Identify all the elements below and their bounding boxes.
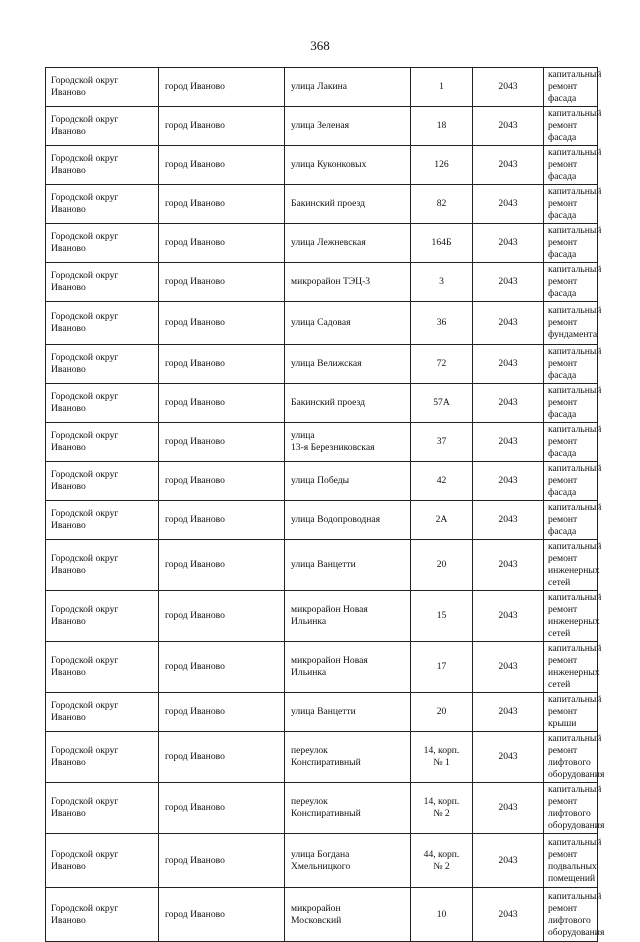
street-cell: микрорайон Новая Ильинка (285, 642, 411, 693)
municipality-cell: Городской округ Иваново (46, 263, 159, 302)
house-number-cell: 20 (411, 693, 473, 732)
house-number-cell: 42 (411, 462, 473, 501)
settlement-cell: город Иваново (159, 642, 285, 693)
settlement-cell: город Иваново (159, 501, 285, 540)
work-type-cell: капитальный ремонт фасада (544, 423, 598, 462)
house-number-cell: 2А (411, 501, 473, 540)
year-cell: 2043 (473, 345, 544, 384)
settlement-cell: город Иваново (159, 263, 285, 302)
municipality-cell: Городской округ Иваново (46, 783, 159, 834)
year-cell: 2043 (473, 834, 544, 888)
street-cell: микрорайон Новая Ильинка (285, 591, 411, 642)
municipality-cell: Городской округ Иваново (46, 501, 159, 540)
year-cell: 2043 (473, 462, 544, 501)
house-number-cell: 3 (411, 263, 473, 302)
page-number: 368 (310, 38, 330, 53)
house-number-cell: 14, корп. № 2 (411, 783, 473, 834)
settlement-cell: город Иваново (159, 591, 285, 642)
table-row (46, 384, 598, 423)
municipality-cell: Городской округ Иваново (46, 107, 159, 146)
table-body (46, 68, 605, 942)
settlement-cell: город Иваново (159, 783, 285, 834)
table-row (46, 345, 598, 384)
street-cell: улица Богдана Хмельницкого (285, 834, 411, 888)
house-number-cell: 126 (411, 146, 473, 185)
work-type-cell: капитальный ремонт фасада (544, 185, 598, 224)
settlement-cell: город Иваново (159, 302, 285, 345)
work-type-cell: капитальный ремонт фундамента (544, 302, 598, 345)
settlement-cell: город Иваново (159, 888, 285, 942)
settlement-cell: город Иваново (159, 224, 285, 263)
street-cell: улица Лежневская (285, 224, 411, 263)
work-type-cell: капитальный ремонт инженерных сетей (544, 591, 598, 642)
street-cell: улица Зеленая (285, 107, 411, 146)
work-type-cell: капитальный ремонт инженерных сетей (544, 642, 598, 693)
work-type-cell: капитальный ремонт крыши (544, 693, 598, 732)
street-cell: улица Куконковых (285, 146, 411, 185)
municipality-cell: Городской округ Иваново (46, 146, 159, 185)
municipality-cell: Городской округ Иваново (46, 302, 159, 345)
year-cell: 2043 (473, 302, 544, 345)
year-cell: 2043 (473, 107, 544, 146)
settlement-cell: город Иваново (159, 462, 285, 501)
settlement-cell: город Иваново (159, 345, 285, 384)
house-number-cell: 20 (411, 540, 473, 591)
year-cell: 2043 (473, 732, 544, 783)
house-number-cell: 164Б (411, 224, 473, 263)
table-row (46, 185, 598, 224)
municipality-cell: Городской округ Иваново (46, 834, 159, 888)
municipality-cell: Городской округ Иваново (46, 384, 159, 423)
table-row (46, 146, 598, 185)
year-cell: 2043 (473, 384, 544, 423)
year-cell: 2043 (473, 68, 544, 107)
work-type-cell: капитальный ремонт фасада (544, 263, 598, 302)
table-row (46, 732, 598, 783)
municipality-cell: Городской округ Иваново (46, 642, 159, 693)
municipality-cell: Городской округ Иваново (46, 888, 159, 942)
municipality-cell: Городской округ Иваново (46, 345, 159, 384)
table-row (46, 263, 598, 302)
house-number-cell: 72 (411, 345, 473, 384)
work-type-cell: капитальный ремонт лифтового оборудования (544, 783, 598, 834)
street-cell: улица 13-я Березниковская (285, 423, 411, 462)
house-number-cell: 18 (411, 107, 473, 146)
work-type-cell: капитальный ремонт подвальных помещений (544, 834, 598, 888)
table-row (46, 107, 598, 146)
work-type-cell: капитальный ремонт фасада (544, 384, 598, 423)
year-cell: 2043 (473, 263, 544, 302)
table-row (46, 642, 598, 693)
settlement-cell: город Иваново (159, 693, 285, 732)
street-cell: улица Ванцетти (285, 693, 411, 732)
settlement-cell: город Иваново (159, 107, 285, 146)
year-cell: 2043 (473, 783, 544, 834)
municipality-cell: Городской округ Иваново (46, 68, 159, 107)
municipality-cell: Городской округ Иваново (46, 462, 159, 501)
house-number-cell: 17 (411, 642, 473, 693)
house-number-cell: 37 (411, 423, 473, 462)
house-number-cell: 82 (411, 185, 473, 224)
street-cell: переулок Конспиративный (285, 732, 411, 783)
table-row (46, 423, 598, 462)
work-type-cell: капитальный ремонт фасада (544, 345, 598, 384)
street-cell: Бакинский проезд (285, 185, 411, 224)
year-cell: 2043 (473, 224, 544, 263)
year-cell: 2043 (473, 501, 544, 540)
work-type-cell: капитальный ремонт лифтового оборудования (544, 732, 598, 783)
street-cell: переулок Конспиративный (285, 783, 411, 834)
street-cell: улица Садовая (285, 302, 411, 345)
table-row (46, 783, 598, 834)
house-number-cell: 36 (411, 302, 473, 345)
work-type-cell: капитальный ремонт фасада (544, 146, 598, 185)
work-type-cell: капитальный ремонт фасада (544, 462, 598, 501)
settlement-cell: город Иваново (159, 185, 285, 224)
municipality-cell: Городской округ Иваново (46, 732, 159, 783)
work-type-cell: капитальный ремонт инженерных сетей (544, 540, 598, 591)
street-cell: улица Ванцетти (285, 540, 411, 591)
street-cell: улица Лакина (285, 68, 411, 107)
municipality-cell: Городской округ Иваново (46, 591, 159, 642)
table-row (46, 693, 598, 732)
year-cell: 2043 (473, 540, 544, 591)
table-row (46, 888, 598, 942)
year-cell: 2043 (473, 642, 544, 693)
street-cell: улица Велижская (285, 345, 411, 384)
settlement-cell: город Иваново (159, 540, 285, 591)
settlement-cell: город Иваново (159, 146, 285, 185)
work-type-cell: капитальный ремонт фасада (544, 107, 598, 146)
street-cell: Бакинский проезд (285, 384, 411, 423)
repair-schedule-table (45, 67, 605, 942)
year-cell: 2043 (473, 423, 544, 462)
work-type-cell: капитальный ремонт фасада (544, 68, 598, 107)
settlement-cell: город Иваново (159, 68, 285, 107)
municipality-cell: Городской округ Иваново (46, 693, 159, 732)
house-number-cell: 57А (411, 384, 473, 423)
table-row (46, 591, 598, 642)
work-type-cell: капитальный ремонт фасада (544, 224, 598, 263)
street-cell: улица Победы (285, 462, 411, 501)
table-row (46, 462, 598, 501)
year-cell: 2043 (473, 146, 544, 185)
municipality-cell: Городской округ Иваново (46, 423, 159, 462)
house-number-cell: 14, корп. № 1 (411, 732, 473, 783)
municipality-cell: Городской округ Иваново (46, 540, 159, 591)
year-cell: 2043 (473, 185, 544, 224)
table-row (46, 834, 598, 888)
settlement-cell: город Иваново (159, 384, 285, 423)
street-cell: микрорайон ТЭЦ-3 (285, 263, 411, 302)
table-row (46, 540, 598, 591)
work-type-cell: капитальный ремонт лифтового оборудования (544, 888, 598, 942)
settlement-cell: город Иваново (159, 732, 285, 783)
settlement-cell: город Иваново (159, 834, 285, 888)
street-cell: микрорайон Московский (285, 888, 411, 942)
table-row (46, 501, 598, 540)
house-number-cell: 10 (411, 888, 473, 942)
house-number-cell: 1 (411, 68, 473, 107)
municipality-cell: Городской округ Иваново (46, 224, 159, 263)
year-cell: 2043 (473, 693, 544, 732)
year-cell: 2043 (473, 591, 544, 642)
municipality-cell: Городской округ Иваново (46, 185, 159, 224)
settlement-cell: город Иваново (159, 423, 285, 462)
table-row (46, 68, 598, 107)
table-row (46, 302, 598, 345)
year-cell: 2043 (473, 888, 544, 942)
house-number-cell: 44, корп. № 2 (411, 834, 473, 888)
street-cell: улица Водопроводная (285, 501, 411, 540)
house-number-cell: 15 (411, 591, 473, 642)
table-row (46, 224, 598, 263)
work-type-cell: капитальный ремонт фасада (544, 501, 598, 540)
